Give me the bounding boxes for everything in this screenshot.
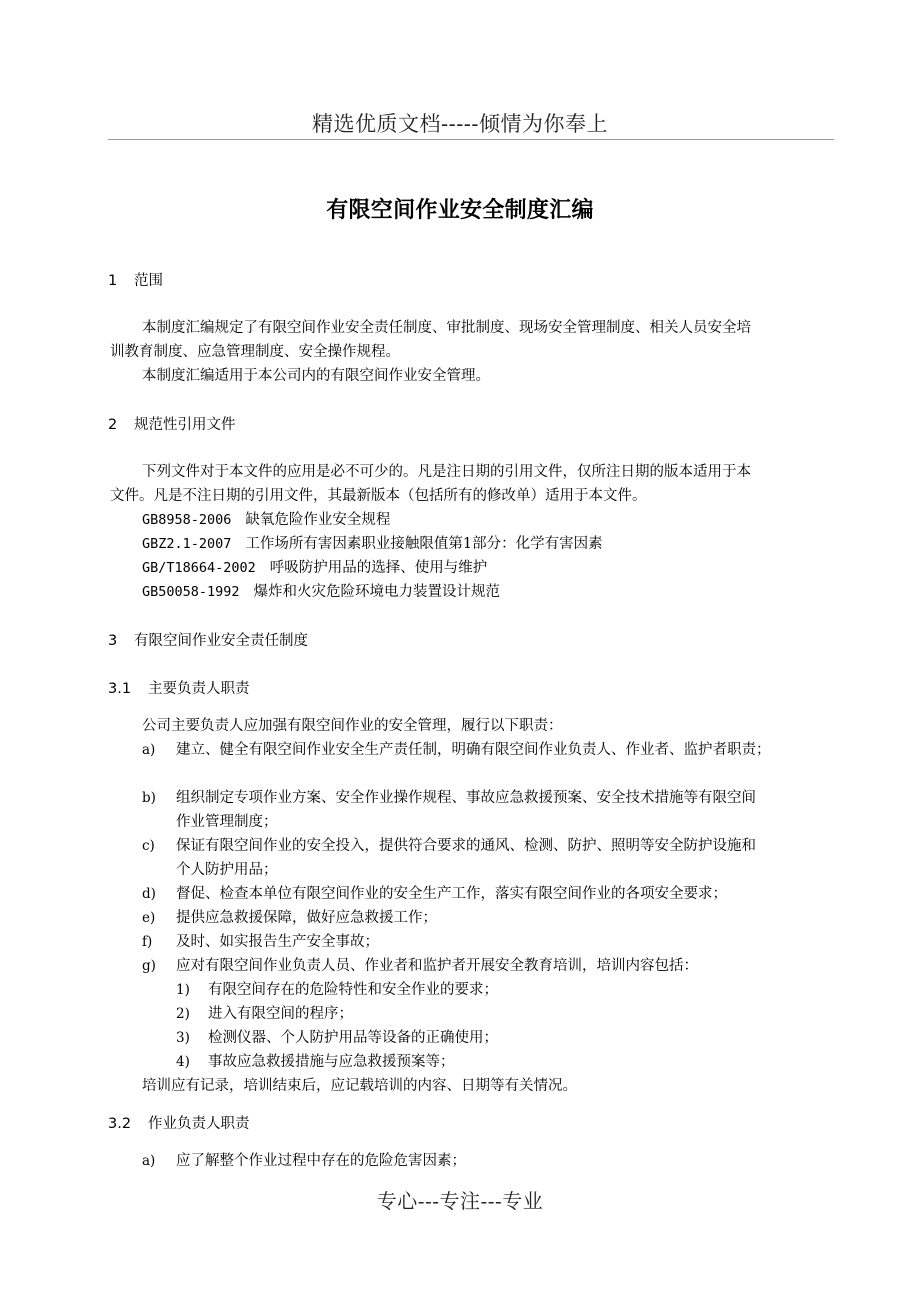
reference-item [142, 582, 500, 602]
reference-item [142, 534, 603, 554]
reference-item [142, 510, 390, 530]
sublist-item-text: 检测仪器、个人防护用品等设备的正确使用； [208, 1030, 498, 1046]
subsection-number: 3.1 [108, 681, 132, 697]
section-title: 规范性引用文件 [134, 417, 236, 433]
document-title: 有限空间作业安全制度汇编 [326, 198, 594, 223]
standard-code: GB50058-1992 [142, 584, 240, 600]
paragraph-line: 公司主要负责人应加强有限空间作业的安全管理，履行以下职责： [142, 718, 563, 734]
paragraph-line: 下列文件对于本文件的应用是必不可少的。凡是注日期的引用文件，仅所注日期的版本适用于本 [142, 464, 751, 480]
section-title: 有限空间作业安全责任制度 [134, 633, 308, 649]
list-marker: c) [142, 838, 155, 854]
list-item-text: 提供应急救援保障，做好应急救援工作； [176, 910, 437, 926]
paragraph-line: 本制度汇编适用于本公司内的有限空间作业安全管理。 [142, 368, 490, 384]
subsection-title: 主要负责人职责 [148, 681, 250, 697]
sublist-marker: 3) [176, 1030, 190, 1046]
standard-name: 工作场所有害因素职业接触限值第1部分：化学有害因素 [245, 536, 603, 552]
list-item-text: 个人防护用品； [176, 862, 278, 878]
standard-code: GB/T18664-2002 [142, 560, 256, 576]
section-number: 1 [108, 273, 118, 289]
standard-code: GBZ2.1-2007 [142, 536, 232, 552]
paragraph-line: 文件。凡是不注日期的引用文件，其最新版本（包括所有的修改单）适用于本文件。 [110, 488, 647, 504]
sublist-marker: 4) [176, 1054, 190, 1070]
list-item-text: 及时、如实报告生产安全事故； [176, 934, 379, 950]
list-marker: d) [142, 886, 156, 902]
sublist-item-text: 有限空间存在的危险特性和安全作业的要求； [208, 982, 498, 998]
list-marker: e) [142, 910, 156, 926]
standard-name: 呼吸防护用品的选择、使用与维护 [269, 560, 488, 576]
list-marker: g) [142, 958, 156, 974]
paragraph-line: 训教育制度、应急管理制度、安全操作规程。 [110, 344, 400, 360]
list-marker: a) [142, 742, 156, 758]
section-heading-3 [108, 631, 308, 651]
standard-name: 缺氧危险作业安全规程 [245, 512, 391, 528]
section-title: 范围 [134, 273, 163, 289]
paragraph-line: 本制度汇编规定了有限空间作业安全责任制度、审批制度、现场安全管理制度、相关人员安全培 [142, 320, 751, 336]
list-marker: a) [142, 1153, 156, 1169]
section-number: 2 [108, 417, 118, 433]
list-item-text: 建立、健全有限空间作业安全生产责任制，明确有限空间作业负责人、作业者、监护者职责； [176, 742, 771, 758]
subsection-number: 3.2 [108, 1116, 132, 1132]
standard-code: GB8958-2006 [142, 512, 232, 528]
paragraph-line: 培训应有记录，培训结束后，应记载培训的内容、日期等有关情况。 [142, 1078, 577, 1094]
page-header: 精选优质文档-----倾情为你奉上 [312, 112, 608, 136]
list-item-text: 督促、检查本单位有限空间作业的安全生产工作，落实有限空间作业的各项安全要求； [176, 886, 727, 902]
list-item-text: 作业管理制度； [176, 814, 278, 830]
list-marker: f) [142, 934, 153, 950]
reference-item [142, 558, 487, 578]
list-item-text: 组织制定专项作业方案、安全作业操作规程、事故应急救援预案、安全技术措施等有限空间 [176, 790, 756, 806]
subsection-heading-3-2 [108, 1114, 250, 1134]
sublist-item-text: 事故应急救援措施与应急救援预案等； [208, 1054, 455, 1070]
sublist-item-text: 进入有限空间的程序； [208, 1006, 353, 1022]
standard-name: 爆炸和火灾危险环境电力装置设计规范 [253, 584, 501, 600]
sublist-marker: 1) [176, 982, 190, 998]
section-number: 3 [108, 633, 118, 649]
section-heading-2 [108, 415, 236, 435]
list-item-text: 应了解整个作业过程中存在的危险危害因素； [176, 1153, 466, 1169]
page-footer: 专心---专注---专业 [376, 1189, 544, 1213]
sublist-marker: 2) [176, 1006, 190, 1022]
list-item-text: 保证有限空间作业的安全投入，提供符合要求的通风、检测、防护、照明等安全防护设施和 [176, 838, 756, 854]
section-heading-1 [108, 271, 163, 291]
list-marker: b) [142, 790, 156, 806]
subsection-heading-3-1 [108, 679, 250, 699]
header-divider [108, 139, 834, 140]
subsection-title: 作业负责人职责 [148, 1116, 250, 1132]
list-item-text: 应对有限空间作业负责人员、作业者和监护者开展安全教育培训，培训内容包括： [176, 958, 698, 974]
